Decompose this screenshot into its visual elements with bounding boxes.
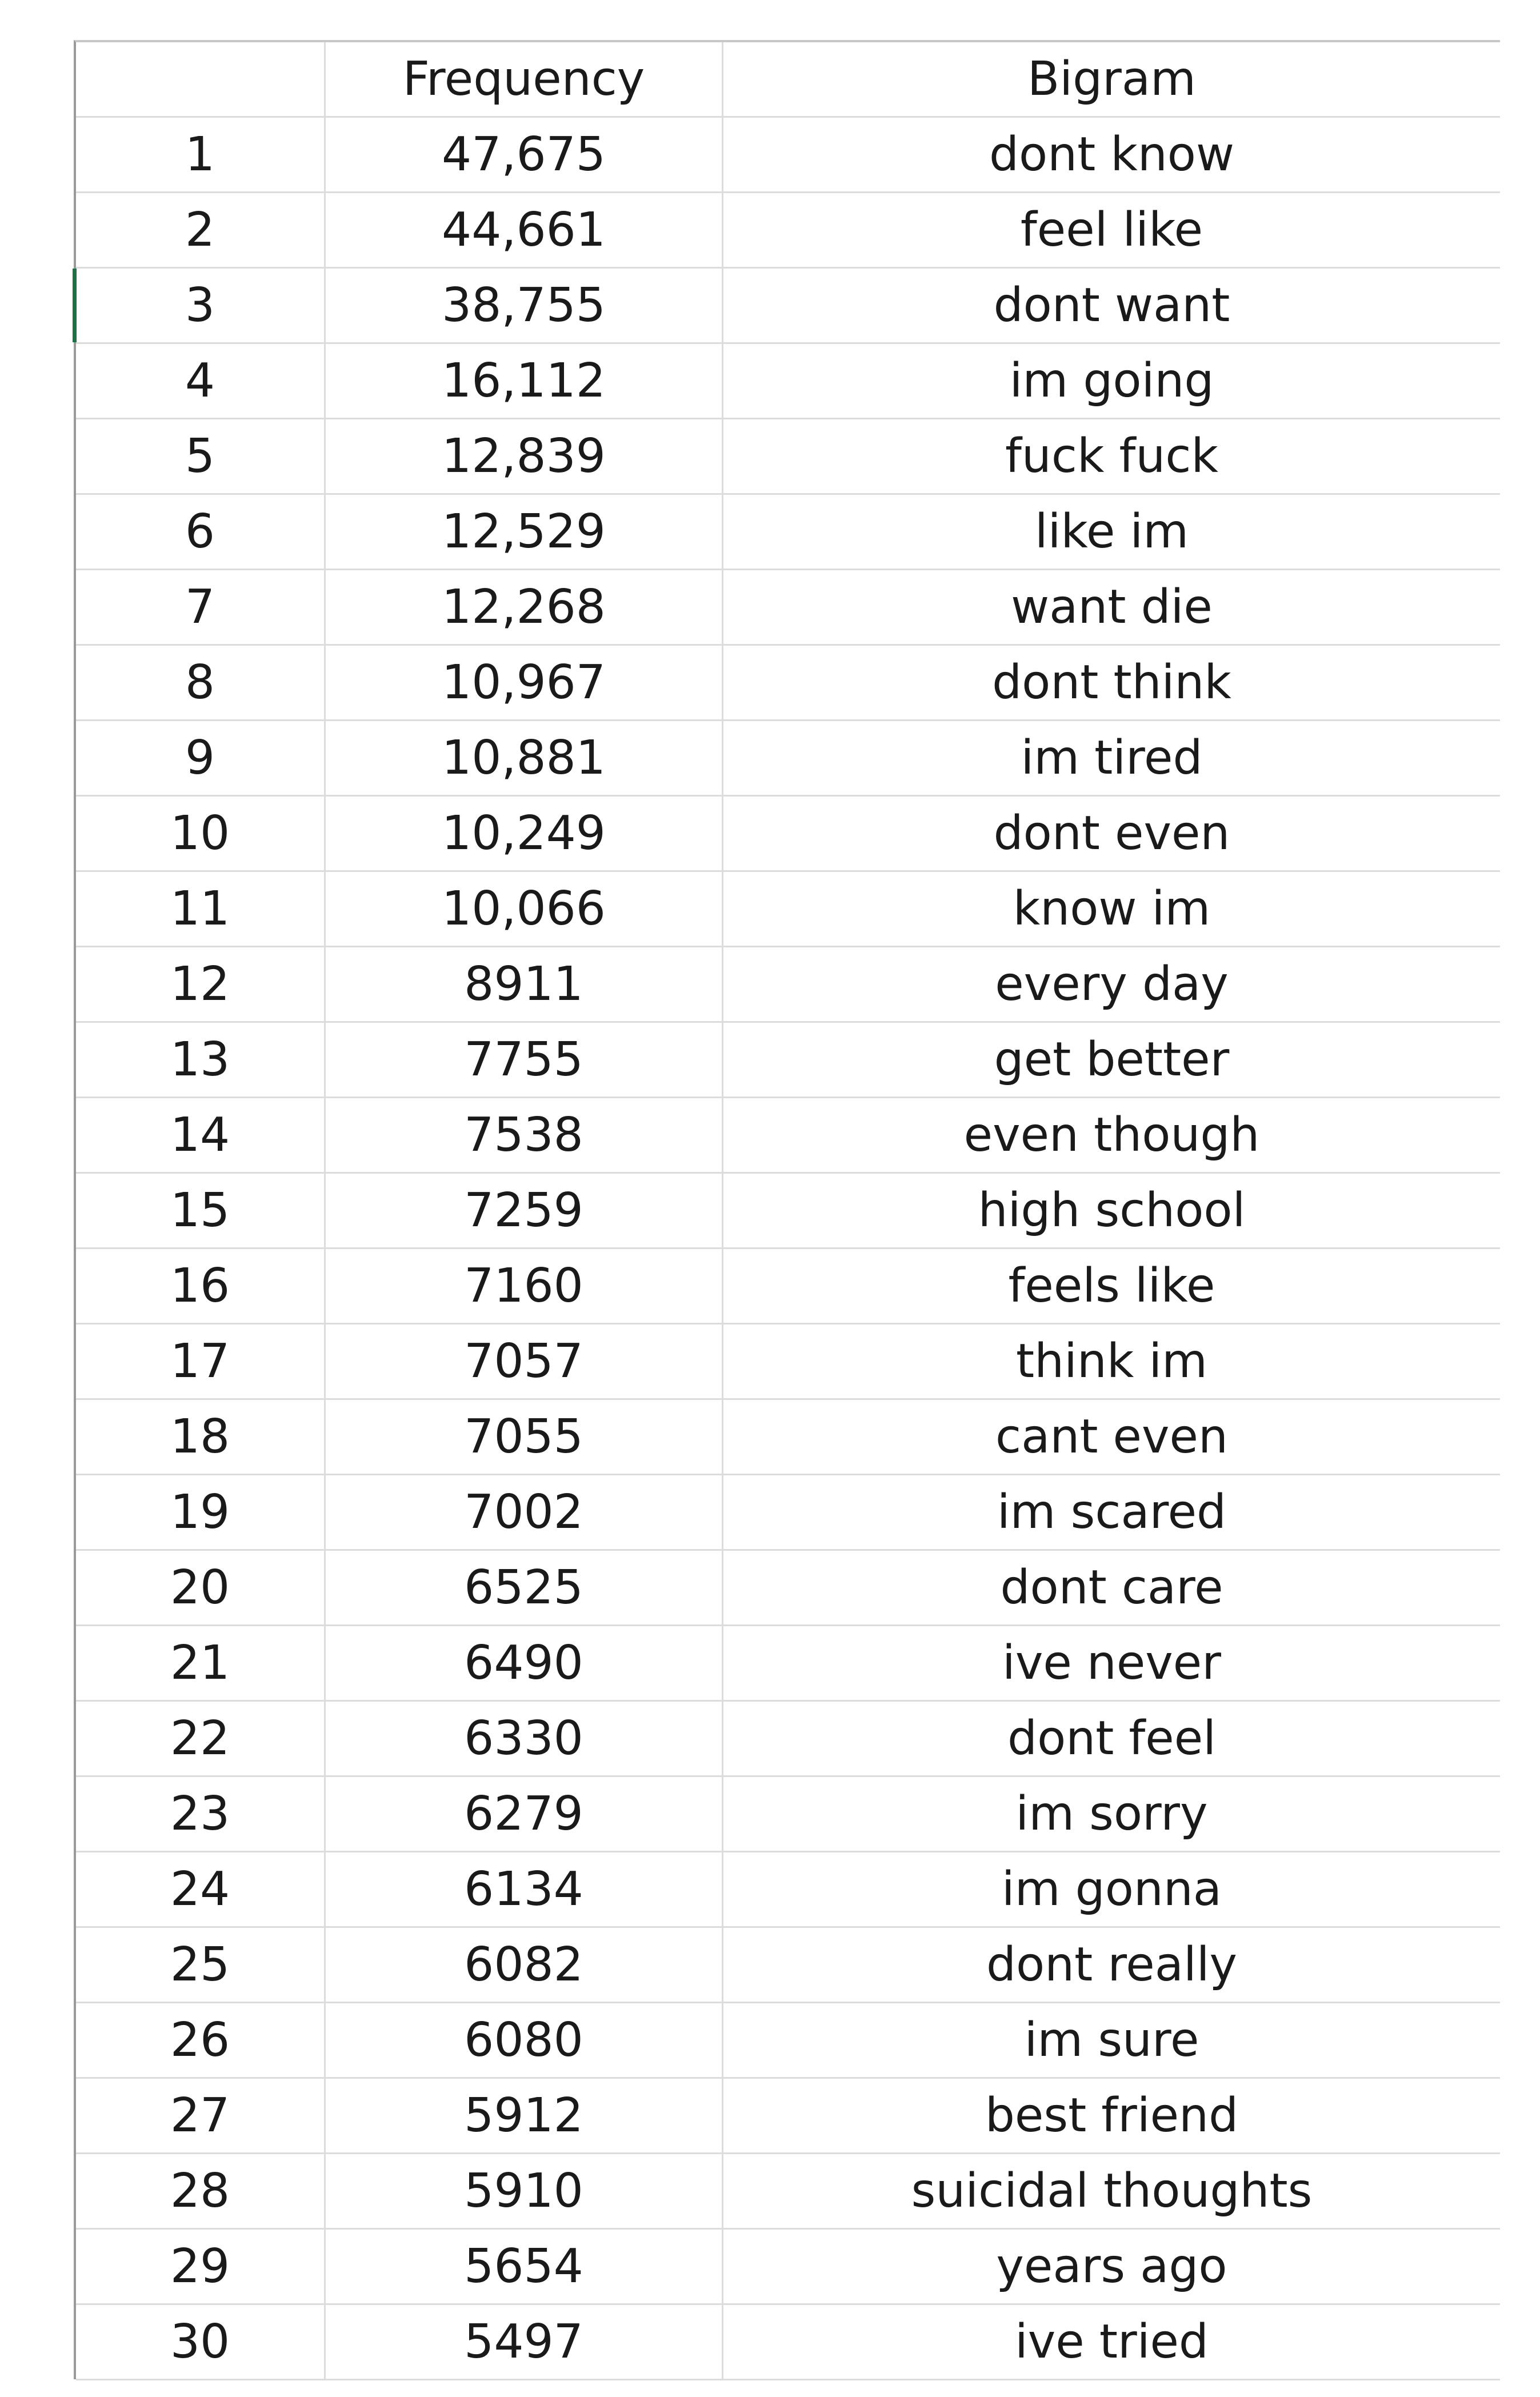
- frequency-cell[interactable]: 6490: [326, 1626, 723, 1700]
- bigram-cell[interactable]: im sorry: [1015, 1786, 1208, 1841]
- row-index-cell[interactable]: 24: [76, 1852, 326, 1926]
- row-index-cell[interactable]: 12: [76, 947, 326, 1021]
- row-index-cell[interactable]: 1: [76, 118, 326, 191]
- bigram-cell[interactable]: dont feel: [1007, 1711, 1216, 1766]
- bigram-cell[interactable]: want die: [1011, 579, 1213, 634]
- bigram-cell[interactable]: cant even: [995, 1409, 1228, 1464]
- frequency-cell[interactable]: 6525: [326, 1551, 723, 1624]
- bigram-cell[interactable]: think im: [1015, 1334, 1208, 1388]
- bigram-cell[interactable]: im tired: [1021, 730, 1203, 785]
- frequency-cell[interactable]: 6080: [326, 2003, 723, 2077]
- table-row: [76, 1174, 1500, 1249]
- row-index-cell[interactable]: 11: [76, 872, 326, 946]
- bigram-cell[interactable]: every day: [995, 957, 1229, 1011]
- bigram-cell[interactable]: dont really: [986, 1937, 1238, 1992]
- frequency-cell[interactable]: 10,881: [326, 721, 723, 795]
- table-row: [76, 1852, 1500, 1928]
- row-index-cell[interactable]: 6: [76, 495, 326, 569]
- table-row: [76, 872, 1500, 947]
- row-index-cell[interactable]: 13: [76, 1023, 326, 1097]
- frequency-cell[interactable]: 7160: [326, 1249, 723, 1323]
- row-index-cell[interactable]: 27: [76, 2079, 326, 2152]
- header-cell-index[interactable]: [76, 42, 326, 116]
- table-row: [76, 419, 1500, 495]
- row-index-cell[interactable]: 8: [76, 646, 326, 719]
- row-index-cell[interactable]: 4: [76, 344, 326, 418]
- table-row: [76, 1551, 1500, 1626]
- row-index-cell[interactable]: 7: [76, 570, 326, 644]
- table-row: [76, 1626, 1500, 1702]
- frequency-cell[interactable]: 10,249: [326, 797, 723, 870]
- row-index-cell[interactable]: 2: [76, 193, 326, 267]
- frequency-cell[interactable]: 7755: [326, 1023, 723, 1097]
- table-row: [76, 2154, 1500, 2230]
- frequency-cell[interactable]: 12,529: [326, 495, 723, 569]
- table-row: [76, 2230, 1500, 2305]
- row-index-cell[interactable]: 5: [76, 419, 326, 493]
- table-row: [76, 269, 1500, 344]
- row-index-cell[interactable]: 21: [76, 1626, 326, 1700]
- frequency-cell[interactable]: 6330: [326, 1702, 723, 1775]
- frequency-cell[interactable]: 5654: [326, 2230, 723, 2303]
- bigram-cell[interactable]: like im: [1034, 504, 1189, 559]
- table-row: [76, 2305, 1500, 2380]
- table-row: [76, 1702, 1500, 1777]
- bigram-cell[interactable]: high school: [978, 1183, 1246, 1238]
- bigram-cell[interactable]: im sure: [1024, 2012, 1199, 2067]
- frequency-cell[interactable]: 7538: [326, 1098, 723, 1172]
- frequency-cell[interactable]: 44,661: [326, 193, 723, 267]
- frequency-cell[interactable]: 10,967: [326, 646, 723, 719]
- row-index-cell[interactable]: 29: [76, 2230, 326, 2303]
- table-row: [76, 2079, 1500, 2154]
- frequency-cell[interactable]: 6082: [326, 1928, 723, 2002]
- bigram-cell[interactable]: im scared: [997, 1484, 1227, 1539]
- bigram-cell[interactable]: feel like: [1020, 202, 1203, 257]
- table-row: [76, 1475, 1500, 1551]
- bigram-cell[interactable]: even though: [963, 1107, 1260, 1162]
- bigram-cell[interactable]: dont know: [989, 127, 1235, 182]
- table-row: [76, 1324, 1500, 1400]
- row-index-cell[interactable]: 23: [76, 1777, 326, 1851]
- row-index-cell[interactable]: 26: [76, 2003, 326, 2077]
- table-row: [76, 1098, 1500, 1174]
- frequency-cell[interactable]: 12,839: [326, 419, 723, 493]
- frequency-cell[interactable]: 5910: [326, 2154, 723, 2228]
- table-row: [76, 2003, 1500, 2079]
- table-row: [76, 495, 1500, 570]
- bigram-cell[interactable]: suicidal thoughts: [911, 2163, 1313, 2218]
- frequency-cell[interactable]: 7259: [326, 1174, 723, 1247]
- table-row: [76, 1400, 1500, 1475]
- row-index-cell[interactable]: 18: [76, 1400, 326, 1474]
- bigram-cell[interactable]: ive never: [1002, 1635, 1221, 1690]
- header-row: [76, 42, 1500, 118]
- frequency-cell[interactable]: 7002: [326, 1475, 723, 1549]
- frequency-cell[interactable]: 16,112: [326, 344, 723, 418]
- row-index-cell[interactable]: 20: [76, 1551, 326, 1624]
- table-row: [76, 646, 1500, 721]
- bigram-cell[interactable]: dont want: [993, 278, 1230, 333]
- row-index-cell[interactable]: 19: [76, 1475, 326, 1549]
- row-index-cell[interactable]: 22: [76, 1702, 326, 1775]
- table-row: [76, 344, 1500, 419]
- bigram-cell[interactable]: get better: [994, 1032, 1230, 1087]
- table-row: [76, 721, 1500, 797]
- frequency-cell[interactable]: 47,675: [326, 118, 723, 191]
- spreadsheet-table: [74, 40, 1500, 2379]
- row-index-cell[interactable]: 17: [76, 1324, 326, 1398]
- bigram-cell[interactable]: know im: [1013, 881, 1211, 936]
- bigram-cell[interactable]: dont even: [993, 806, 1230, 861]
- table-row: [76, 1249, 1500, 1324]
- frequency-cell[interactable]: 7055: [326, 1400, 723, 1474]
- bigram-cell[interactable]: fuck fuck: [1005, 429, 1218, 483]
- row-index-cell[interactable]: 30: [76, 2305, 326, 2379]
- table-row: [76, 797, 1500, 872]
- table-row: [76, 570, 1500, 646]
- header-cell-bigram[interactable]: Bigram: [1027, 51, 1196, 106]
- row-index-cell[interactable]: 10: [76, 797, 326, 870]
- bigram-cell[interactable]: im going: [1009, 353, 1214, 408]
- row-index-cell[interactable]: 3: [76, 269, 326, 342]
- frequency-cell[interactable]: 6134: [326, 1852, 723, 1926]
- header-cell-frequency[interactable]: Frequency: [326, 42, 723, 116]
- frequency-cell[interactable]: 12,268: [326, 570, 723, 644]
- bigram-cell[interactable]: im gonna: [1001, 1862, 1222, 1916]
- row-index-cell[interactable]: 14: [76, 1098, 326, 1172]
- row-index-cell[interactable]: 25: [76, 1928, 326, 2002]
- frequency-cell[interactable]: 10,066: [326, 872, 723, 946]
- row-index-cell[interactable]: 16: [76, 1249, 326, 1323]
- bigram-cell[interactable]: best friend: [985, 2088, 1239, 2143]
- frequency-cell[interactable]: 5912: [326, 2079, 723, 2152]
- bigram-cell[interactable]: feels like: [1008, 1258, 1215, 1313]
- frequency-cell[interactable]: 6279: [326, 1777, 723, 1851]
- table-row: [76, 1777, 1500, 1852]
- frequency-cell[interactable]: 38,755: [326, 269, 723, 342]
- table-row: [76, 1023, 1500, 1098]
- frequency-cell[interactable]: 7057: [326, 1324, 723, 1398]
- row-index-cell[interactable]: 28: [76, 2154, 326, 2228]
- table-row: [76, 118, 1500, 193]
- table-row: [76, 193, 1500, 269]
- frequency-cell[interactable]: 5497: [326, 2305, 723, 2379]
- bigram-cell[interactable]: years ago: [996, 2239, 1227, 2294]
- frequency-cell[interactable]: 8911: [326, 947, 723, 1021]
- bigram-cell[interactable]: ive tried: [1015, 2314, 1209, 2369]
- row-index-cell[interactable]: 9: [76, 721, 326, 795]
- bigram-cell[interactable]: dont care: [1000, 1560, 1223, 1615]
- table-row: [76, 947, 1500, 1023]
- bigram-cell[interactable]: dont think: [992, 655, 1231, 710]
- table-row: [76, 1928, 1500, 2003]
- row-index-cell[interactable]: 15: [76, 1174, 326, 1247]
